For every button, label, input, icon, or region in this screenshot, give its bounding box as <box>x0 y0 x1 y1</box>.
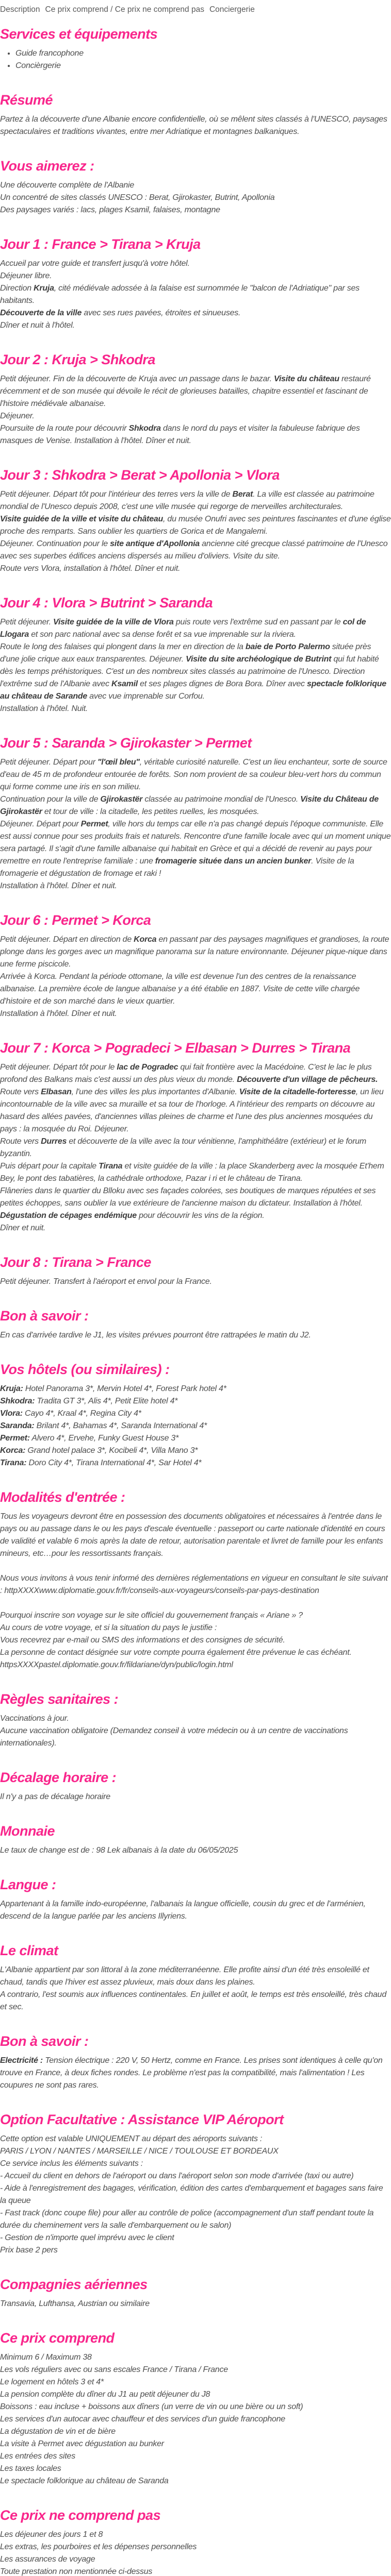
section-heading: Bon à savoir : <box>0 1308 89 1324</box>
text: Dîner et nuit à l'hôtel. <box>0 321 75 330</box>
text: Hotel Panorama 3*, Mervin Hotel 4*, Forest Park hotel 4* <box>23 1384 226 1393</box>
paragraph <box>0 880 391 892</box>
text: et ses plages dignes de Bora Bora. Dîner avec <box>137 680 307 688</box>
paragraph <box>0 2364 391 2376</box>
paragraph <box>0 2232 391 2244</box>
text: Petit déjeuner. Départ tôt pour le <box>0 1063 117 1072</box>
text: Les taxes locales <box>0 2464 61 2473</box>
text: Le spectacle folklorique au château de Saranda <box>0 2477 169 2485</box>
paragraph <box>0 2158 391 2170</box>
text: , l'une des villes les plus importantes d'Albanie. <box>71 1088 239 1096</box>
paragraph <box>0 2463 391 2475</box>
section-heading: Jour 5 : Saranda > Gjirokaster > Permet <box>0 735 252 751</box>
paragraph <box>0 2388 391 2401</box>
paragraph <box>0 422 391 447</box>
bold-text: Visite du Château de Gjirokastër <box>0 795 379 816</box>
section-option-vip-aeroport <box>0 2111 391 2257</box>
text: Dîner et nuit. <box>0 1224 46 1232</box>
text: Minimum 6 / Maximum 38 <box>0 2353 92 2362</box>
text: Puis départ pour la capitale <box>0 1162 99 1171</box>
section-le-climat <box>0 1942 391 2013</box>
paragraph <box>0 1725 391 1750</box>
bold-text: Permet <box>80 820 108 828</box>
text: - Aide à l'enregistrement des bagages, vérification, édition des cartes d'embarquement et bagages sans faire la queue <box>0 2184 383 2205</box>
section-heading: Option Facultative : Assistance VIP Aéroport <box>0 2112 284 2127</box>
bold-text: Shkodra <box>128 424 161 433</box>
text: Les assurances de voyage <box>0 2555 95 2564</box>
tab-ce-prix-comprend[interactable]: Ce prix comprend / Ce prix ne comprend pas <box>45 5 204 14</box>
section-heading: Ce prix ne comprend pas <box>0 2507 161 2523</box>
text: Flâneries dans le quartier du Blloku avec ses façades colorées, ses boutiques de marques réputées et ses petites échoppes, sans oublier la vue extérieure de l'ancienne maison du dictateur. Installation à l'hôtel. <box>0 1187 376 1208</box>
text: et découverte de la ville avec la tour vénitienne, l'amphithéâtre (extérieur) et le forum byzantin. <box>0 1137 367 1158</box>
paragraph <box>0 192 391 204</box>
text: Route vers Vlora, installation à l'hôtel. Dîner et nuit. <box>0 564 181 573</box>
text: Déjeuner. Départ pour <box>0 820 81 828</box>
text: située près d'une jolie crique aux eaux transparentes. Déjeuner. <box>0 642 371 664</box>
bold-text: site antique d'Apollonia <box>110 539 200 548</box>
bold-text: Electricité : <box>0 2056 45 2065</box>
bold-text: Durres <box>41 1137 67 1146</box>
text: , ville hors du temps car elle n'a pas changé depuis l'époque communiste. Elle est aussi connue pour ses produits frais et naturels. Rencontre d'une famille locale avec qui un moment unique sera partagé. Il s'agit d'une famille albanaise qui habitait en Grèce et qui a décidé de revenir au pays pour remettre en route l'entreprise familiale : une <box>0 820 391 866</box>
paragraph <box>0 2413 391 2426</box>
paragraph <box>0 971 391 1008</box>
text: classée au patrimoine mondial de l'Unesco. <box>142 795 301 804</box>
paragraph <box>0 703 391 715</box>
paragraph <box>0 2055 391 2092</box>
paragraph <box>0 1844 391 1857</box>
bold-text: Kruja: <box>0 1384 23 1393</box>
section-jour-7 <box>0 1040 391 1234</box>
text: Aucune vaccination obligatoire (Demandez conseil à votre médecin ou à un centre de vaccinations internationales). <box>0 1726 348 1748</box>
text: Installation à l'hôtel. Dîner et nuit. <box>0 1009 117 1018</box>
paragraph <box>0 2401 391 2413</box>
paragraph <box>0 2438 391 2450</box>
bold-text: Ksamil <box>111 680 138 688</box>
text: Poursuite de la route pour découvrir <box>0 424 129 433</box>
text: en passant par des paysages magnifiques et grandioses, la route plonge dans les gorges avec un magnifique panorama sur la nature environnante. Déjeuner pique-nique dans une ferme piscicole. <box>0 935 389 969</box>
paragraph <box>0 1989 391 2013</box>
section-heading: Jour 1 : France > Tirana > Kruja <box>0 236 201 252</box>
text: Continuation pour la ville de <box>0 795 101 804</box>
text: L'Albanie appartient par son littoral à la zone méditerranéenne. Elle profite ainsi d'un été très ensoleillé et chaud, tandis que l'hiver est assez pluvieux, mais doux dans les plaines. <box>0 1965 369 1987</box>
text: Installation à l'hôtel. Nuit. <box>0 704 88 713</box>
text: Nous vous invitons à vous tenir informé des dernières réglementations en vigueur en consultant le site suivant : httpXXXXwww.diplomatie.gouv.fr/fr/conseils-aux-voyageurs/conseils-par-pays-destination <box>0 1574 388 1595</box>
text: Route le long des falaises qui plongent dans la mer en direction de la <box>0 642 246 651</box>
paragraph <box>0 1791 391 1803</box>
text: qui fut habité dès les temps préhistoriques. C'est un des nombreux sites classés au patrimoine de l'Unesco. Direction l'extrême sud de l'Albanie avec <box>0 655 379 688</box>
paragraph <box>0 2475 391 2487</box>
text: La dégustation de vin et de bière <box>0 2427 116 2436</box>
paragraph <box>0 2351 391 2364</box>
paragraph <box>0 1086 391 1136</box>
section-heading: Modalités d'entrée : <box>0 1489 125 1505</box>
section-heading: Bon à savoir : <box>0 2033 89 2049</box>
text: Route vers <box>0 1088 41 1096</box>
text: et visite guidée de la ville : la place Skanderberg avec la mosquée Et'hem Bey, le pont des tabatières, la cathédrale orthodoxe, Pazar i ri et le château de Tirana. <box>0 1162 384 1183</box>
text: avec vue imprenable sur Corfou. <box>87 692 205 701</box>
text: Un concentré de sites classés UNESCO : Berat, Gjirokaster, Butrint, Apollonia <box>0 193 275 202</box>
document-body <box>0 26 391 2576</box>
text: Déjeuner. Continuation pour le <box>0 539 110 548</box>
paragraph <box>0 2541 391 2553</box>
text: avec ses rues pavées, étroites et sinueuses. <box>82 309 241 317</box>
paragraph <box>0 2170 391 2182</box>
text: Grand hotel palace 3*, Kocibeli 4*, Villa Mano 3* <box>25 1446 198 1455</box>
text: httpsXXXXpastel.diplomatie.gouv.fr/fildariane/dyn/public/login.html <box>0 1660 233 1669</box>
bold-text: Shkodra: <box>0 1397 35 1405</box>
bold-text: Korca: <box>0 1446 26 1455</box>
text: Petit déjeuner. Départ pour <box>0 758 97 767</box>
paragraph <box>0 1713 391 1725</box>
paragraph <box>0 1061 391 1086</box>
paragraph <box>0 179 391 192</box>
text: Petit déjeuner. <box>0 618 54 626</box>
section-services-et-equipements <box>0 26 391 72</box>
paragraph <box>0 1659 391 1671</box>
text: dans le nord du pays et visiter la fabuleuse fabrique des masques de Venise. Installation à l'hôtel. Dîner et nuit. <box>0 424 360 445</box>
text: Alvero 4*, Ervehe, Funky Guest House 3* <box>29 1434 179 1443</box>
section-heading: Services et équipements <box>0 26 158 42</box>
paragraph <box>0 1432 391 1445</box>
paragraph <box>0 2207 391 2232</box>
section-heading: Vous aimerez : <box>0 158 94 174</box>
text: Les entrées des sites <box>0 2452 75 2461</box>
section-langue <box>0 1876 391 1923</box>
paragraph <box>0 410 391 422</box>
text: Des paysages variés : lacs, plages Ksamil, falaises, montagne <box>0 206 220 214</box>
blank-line <box>0 1560 391 1572</box>
paragraph <box>0 258 391 270</box>
section-heading: Compagnies aériennes <box>0 2277 148 2292</box>
section-vos-hotels <box>0 1361 391 1469</box>
paragraph <box>0 793 391 818</box>
paragraph <box>0 818 391 880</box>
text: Les extras, les pourboires et les dépenses personnelles <box>0 2543 197 2551</box>
section-heading: Jour 3 : Shkodra > Berat > Apollonia > Vlora <box>0 467 280 483</box>
paragraph <box>0 513 391 538</box>
text: PARIS / LYON / NANTES / MARSEILLE / NICE / TOULOUSE ET BORDEAUX <box>0 2147 279 2156</box>
text: Une découverte complète de l'Albanie <box>0 181 134 190</box>
text: La pension complète du dîner du J1 au petit déjeuner du J8 <box>0 2390 210 2399</box>
bold-text: Visite guidée de la ville de Vlora <box>53 618 174 626</box>
section-heading: Décalage horaire : <box>0 1770 117 1785</box>
section-ce-prix-comprend <box>0 2330 391 2487</box>
text: - Gestion de n'importe quel imprévu avec le client <box>0 2233 174 2242</box>
section-heading: Jour 2 : Kruja > Shkodra <box>0 352 155 367</box>
section-regles-sanitaires <box>0 1691 391 1750</box>
bold-text: Dégustation de cépages endémique <box>0 1211 137 1220</box>
section-monnaie <box>0 1823 391 1857</box>
paragraph <box>0 1445 391 1457</box>
tab-bar <box>0 0 391 15</box>
tab-description[interactable]: Description <box>0 5 40 14</box>
paragraph <box>0 641 391 703</box>
text: - Fast track (donc coupe file) pour aller au contrôle de police (accompagnement d'un staff pendant toute la durée du cheminement vers la salle d'embarquement ou le salon) <box>0 2209 374 2230</box>
text: Les vols réguliers avec ou sans escales France / Tirana / France <box>0 2365 228 2374</box>
text: Direction <box>0 284 34 293</box>
paragraph <box>0 204 391 216</box>
bold-text: fromagerie située dans un ancien bunker <box>155 857 312 866</box>
text: Arrivée à Korca. Pendant la période ottomane, la ville est devenue l'un des centres de la renaissance albanaise. La première école de langue albanaise y a été établie en 1887. Visite de cette ville chargée d'histoire et de son marché dans le vieux quartier. <box>0 972 360 1006</box>
section-jour-6 <box>0 912 391 1020</box>
paragraph <box>0 2553 391 2566</box>
paragraph <box>0 2376 391 2388</box>
section-resume <box>0 92 391 138</box>
text: - Accueil du client en dehors de l'aéroport ou dans l'aéroport selon son mode d'arrivée (taxi ou autre) <box>0 2172 354 2180</box>
paragraph <box>0 1964 391 1989</box>
text: Installation à l'hôtel. Dîner et nuit. <box>0 882 117 890</box>
paragraph <box>0 1408 391 1420</box>
bold-text: Visite du château <box>274 375 339 383</box>
text: , véritable curiosité naturelle. C'est un lieu enchanteur, sorte de source d'eau de 45 m de profondeur entourée de forêts. Son nom provient de sa couleur bleu-vert hors du commun qui forme comme une iris en son milieu. <box>0 758 387 791</box>
bold-text: Visite du site archéologique de Butrint <box>186 655 332 664</box>
section-heading: Résumé <box>0 92 53 108</box>
text: La visite à Permet avec dégustation au bunker <box>0 2439 164 2448</box>
text: , cité médiévale adossée à la falaise est surnommée le "balcon de l'Adriatique" par ses habitants. <box>0 284 360 305</box>
section-jour-5 <box>0 735 391 892</box>
paragraph <box>0 1395 391 1408</box>
text: Toute prestation non mentionnée ci-dessus <box>0 2567 153 2576</box>
section-decalage-horaire <box>0 1769 391 1803</box>
bold-text: Berat <box>232 490 253 499</box>
paragraph <box>0 2145 391 2158</box>
text: . Visite de la fromagerie et dégustation de fromage et raki ! <box>0 857 354 878</box>
paragraph <box>0 1420 391 1432</box>
paragraph <box>0 373 391 410</box>
text: La personne de contact désignée sur votre compte pourra également être prévenue le cas échéant. <box>0 1648 352 1657</box>
paragraph <box>0 1136 391 1160</box>
section-vous-aimerez <box>0 158 391 216</box>
paragraph <box>0 282 391 307</box>
text: qui fait frontière avec la Macédoine. C'est le lac le plus profond des Balkans mais c'est aussi un des plus vieux du monde. <box>0 1063 372 1084</box>
section-heading: Vos hôtels (ou similaires) : <box>0 1362 170 1377</box>
section-bon-a-savoir-2 <box>0 2033 391 2092</box>
bold-text: Korca <box>134 935 157 944</box>
text: Route vers <box>0 1137 41 1146</box>
text: Tension électrique : 220 V, 50 Hertz, comme en France. Les prises sont identiques à celle qu'on trouve en France, à deux fiches rondes. Le problème n'est pas la compatibilité, mais l'alimentation ! Les coupures ne sont pas rares. <box>0 2056 383 2090</box>
paragraph <box>0 1008 391 1020</box>
paragraph <box>0 1276 391 1288</box>
section-modalites-entree <box>0 1489 391 1671</box>
section-compagnies-aeriennes <box>0 2276 391 2310</box>
bold-text: Saranda: <box>0 1421 35 1430</box>
text: Doro City 4*, Tirana International 4*, Sar Hotel 4* <box>26 1459 202 1467</box>
bold-text: Visite de la citadelle-forteresse <box>239 1088 356 1096</box>
bold-text: Visite guidée de la ville et visite du château <box>0 515 164 523</box>
blank-line <box>0 1597 391 1609</box>
text: . La ville est classée au patrimoine mondial de l'Unesco depuis 2008, c'est une ville musée qui regorge de merveilles architecturales. <box>0 490 374 511</box>
text: Il n'y a pas de décalage horaire <box>0 1792 110 1801</box>
text: Le taux de change est de : 98 Lek albanais à la date du 06/05/2025 <box>0 1846 238 1855</box>
text: restauré récemment et de son musée qui dévoile le récit de glorieuses batailles, chapitre essentiel et fascinant de l'histoire médiévale albanaise. <box>0 375 371 408</box>
paragraph <box>0 1222 391 1234</box>
text: Petit déjeuner. Transfert à l'aéroport et envol pour la France. <box>0 1277 212 1286</box>
paragraph <box>0 2529 391 2541</box>
text: pour découvrir les vins de la région. <box>136 1211 265 1220</box>
bold-text: Kruja <box>34 284 54 293</box>
text: Appartenant à la famille indo-européenne, l'albanais la langue officielle, cousin du grec et de l'arménien, descend de la langue parlée par les anciens Illyriens. <box>0 1900 366 1921</box>
bold-text: "l'œil bleu" <box>97 758 140 767</box>
text: Déjeuner. <box>0 412 35 420</box>
bold-text: Gjirokastër <box>100 795 143 804</box>
paragraph <box>0 2298 391 2310</box>
text: puis route vers l'extrême sud en passant par le <box>173 618 343 626</box>
bold-text: Tirana <box>99 1162 123 1171</box>
text: En cas d'arrivée tardive le J1, les visites prévues pourront être rattrapées le matin du J2. <box>0 1331 311 1340</box>
paragraph <box>0 2133 391 2145</box>
paragraph <box>0 1622 391 1634</box>
paragraph <box>0 2450 391 2463</box>
text: et son parc national avec sa dense forêt et sa vue imprenable sur la riviera. <box>29 630 296 639</box>
tab-conciergerie[interactable]: Conciergerie <box>209 5 255 14</box>
text: , du musée Onufri avec ses peintures fascinantes et d'une église proche des remparts. Sans oublier les quartiers de Gorica et de Mangalemi. <box>0 515 391 536</box>
section-heading: Monnaie <box>0 1823 55 1839</box>
section-heading: Jour 8 : Tirana > France <box>0 1255 151 1270</box>
bold-text: Elbasan <box>41 1088 72 1096</box>
section-heading: Ce prix comprend <box>0 2330 115 2346</box>
text: Partez à la découverte d'une Albanie encore confidentielle, où se mêlent sites classés à l'UNESCO, paysages spectaculaires et traditions vivantes, entre mer Adriatique et montagnes balkaniques. <box>0 115 387 136</box>
bullet-item: • Guide francophone <box>15 47 391 60</box>
paragraph <box>0 1383 391 1395</box>
text: Boissons : eau incluse + boissons aux dîners (un verre de vin ou une bière ou un soft) <box>0 2402 303 2411</box>
text: Pourquoi inscrire son voyage sur le site officiel du gouvernement français « Ariane » ? <box>0 1611 303 1620</box>
text: Tradita GT 3*, Alis 4*, Petit Elite hotel 4* <box>35 1397 178 1405</box>
text: Accueil par votre guide et transfert jusqu'à votre hôtel. <box>0 259 190 268</box>
paragraph <box>0 1160 391 1185</box>
text: Cayo 4*, Kraal 4*, Regina City 4* <box>22 1409 141 1418</box>
bold-text: spectacle folklorique au château de Sarande <box>0 680 386 701</box>
paragraph <box>0 1898 391 1923</box>
text: et tour de ville : la citadelle, les petites ruelles, les mosquées. <box>42 807 259 816</box>
text: Le logement en hôtels 3 et 4* <box>0 2378 104 2386</box>
paragraph <box>0 538 391 563</box>
section-jour-3 <box>0 467 391 575</box>
text: Au cours de votre voyage, et si la situation du pays le justifie : <box>0 1623 217 1632</box>
paragraph <box>0 488 391 513</box>
section-heading: Jour 4 : Vlora > Butrint > Saranda <box>0 595 213 611</box>
bullet-item: • Concièrgerie <box>15 60 391 72</box>
section-ce-prix-ne-comprend-pas <box>0 2507 391 2576</box>
text: , un lieu incontournable de la ville avec sa muraille et sa tour de l'horloge. A l'intérieur des remparts on découvre au hasard des allées pavées, d'anciennes villas pleines de charme et l'une des plus anciennes mosquées du pays : la mosquée du Roi. Déjeuner. <box>0 1088 384 1133</box>
paragraph <box>0 1185 391 1222</box>
text: Tous les voyageurs devront être en possession des documents obligatoires et nécessaires à l'entrée dans le pays ou au passage dans le ou les pays d'escale éventuelle : passeport ou carte nationale d'identité en cours de validité et valable 6 mois après la date de retour, autorisation parentale et livret de famille pour les enfants mineurs, etc…pour les ressortissants français. <box>0 1512 385 1558</box>
paragraph <box>0 113 391 138</box>
paragraph <box>0 2566 391 2576</box>
paragraph <box>0 1457 391 1469</box>
text: Brilant 4*, Bahamas 4*, Saranda International 4* <box>34 1421 207 1430</box>
section-heading: Langue : <box>0 1877 56 1892</box>
paragraph <box>0 1609 391 1622</box>
bold-text: lac de Pogradec <box>117 1063 178 1072</box>
paragraph <box>0 2182 391 2207</box>
section-jour-4 <box>0 595 391 715</box>
section-jour-2 <box>0 351 391 447</box>
paragraph <box>0 563 391 575</box>
paragraph <box>0 270 391 282</box>
paragraph <box>0 1647 391 1659</box>
paragraph <box>0 756 391 793</box>
section-heading: Jour 6 : Permet > Korca <box>0 912 151 928</box>
paragraph <box>0 1511 391 1560</box>
section-bon-a-savoir-1 <box>0 1308 391 1342</box>
text: Déjeuner libre. <box>0 272 52 280</box>
bold-text: Découverte d'un village de pêcheurs. <box>237 1075 378 1084</box>
bold-text: Découverte de la ville <box>0 309 82 317</box>
paragraph <box>0 2426 391 2438</box>
text: Vaccinations à jour. <box>0 1714 69 1723</box>
text: Transavia, Lufthansa, Austrian ou similaire <box>0 2299 150 2308</box>
paragraph <box>0 1572 391 1597</box>
paragraph <box>0 307 391 319</box>
paragraph <box>0 934 391 971</box>
section-jour-1 <box>0 236 391 332</box>
bold-text: Permet: <box>0 1434 30 1443</box>
text: Prix base 2 pers <box>0 2246 58 2255</box>
paragraph <box>0 2244 391 2257</box>
section-heading: Jour 7 : Korca > Pogradeci > Elbasan > Durres > Tirana <box>0 1040 351 1056</box>
bold-text: baie de Porto Palermo <box>245 642 330 651</box>
bold-text: col de Llogara <box>0 618 366 639</box>
section-heading: Le climat <box>0 1943 58 1958</box>
text: Vous recevrez par e-mail ou SMS des informations et des consignes de sécurité. <box>0 1636 285 1645</box>
text: Les services d'un autocar avec chauffeur et des services d'un guide francophone <box>0 2415 285 2424</box>
bullet-list <box>0 47 391 72</box>
paragraph <box>0 1329 391 1342</box>
paragraph <box>0 319 391 332</box>
paragraph <box>0 616 391 641</box>
bold-text: Tirana: <box>0 1459 27 1467</box>
text: Ce service inclus les éléments suivants : <box>0 2159 143 2168</box>
text: ancienne cité grecque classé patrimoine de l'Unesco avec ses superbes édifices anciens dispersés au milieu d'oliviers. Visite du site. <box>0 539 388 561</box>
text: Petit déjeuner. Départ en direction de <box>0 935 134 944</box>
section-heading: Règles sanitaires : <box>0 1691 119 1707</box>
text: Petit déjeuner. Fin de la découverte de Kruja avec un passage dans le bazar. <box>0 375 274 383</box>
section-jour-8 <box>0 1254 391 1288</box>
text: Petit déjeuner. Départ tôt pour l'intérieur des terres vers la ville de <box>0 490 233 499</box>
bold-text: Vlora: <box>0 1409 23 1418</box>
text: Les déjeuner des jours 1 et 8 <box>0 2530 103 2539</box>
text: Cette option est valable UNIQUEMENT au départ des aéroports suivants : <box>0 2134 263 2143</box>
paragraph <box>0 1634 391 1647</box>
text: A contrario, l'est soumis aux influences continentales. En juillet et août, le temps est très ensoleillé, très chaud et sec. <box>0 1990 386 2011</box>
